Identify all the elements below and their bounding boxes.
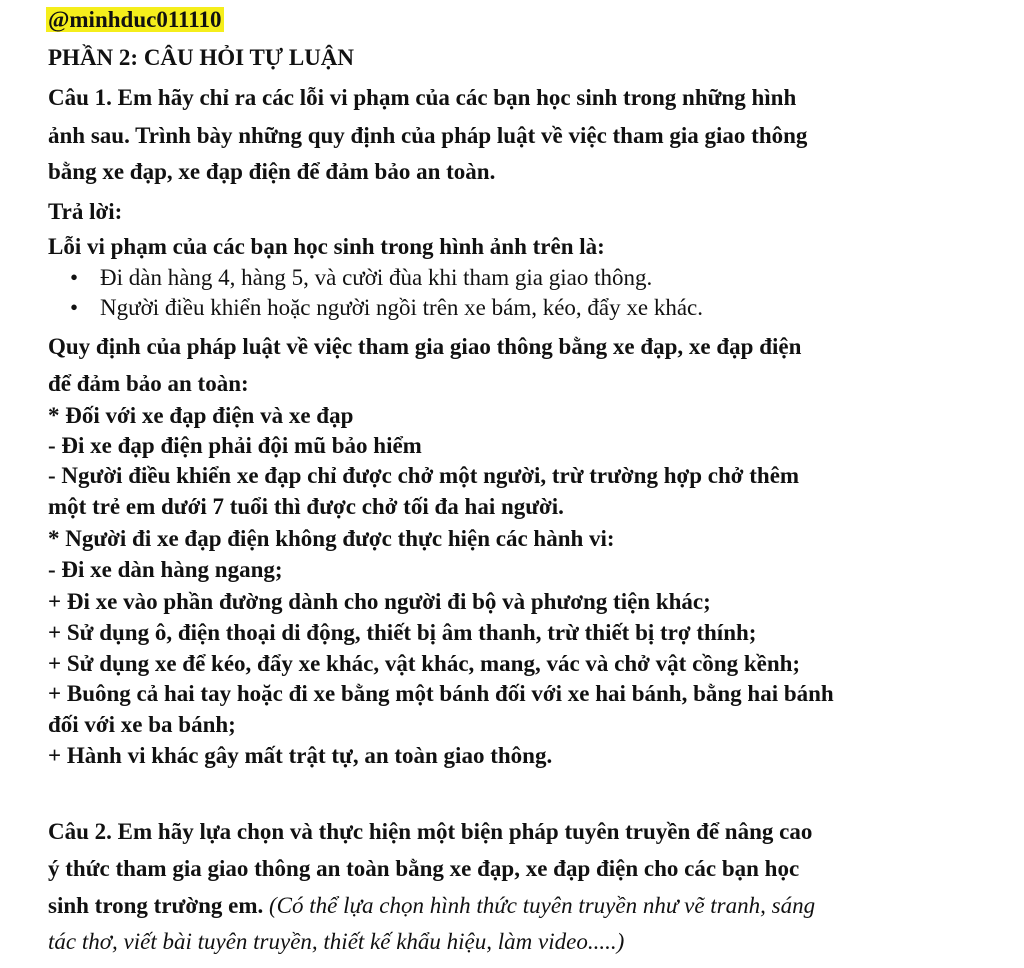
violations-heading: Lỗi vi phạm của các bạn học sinh trong hình ảnh trên là: [48,234,605,259]
list-item [70,264,652,292]
violation-text: Đi dàn hàng 4, hàng 5, và cười đùa khi tham gia giao thông. [100,265,653,290]
section-title: PHẦN 2: CÂU HỎI TỰ LUẬN [48,45,355,70]
rule-line: + Buông cả hai tay hoặc đi xe bằng một bánh đối với xe hai bánh, bằng hai bánh [48,681,834,706]
author-handle [48,6,224,34]
rule-line: - Người điều khiển xe đạp chỉ được chở một người, trừ trường hợp chở thêm [48,463,800,488]
rule-line: + Đi xe vào phần đường dành cho người đi bộ và phương tiện khác; [48,589,711,614]
rule-line: một trẻ em dưới 7 tuổi thì được chở tối đa hai người. [48,494,564,519]
rule-line: * Người đi xe đạp điện không được thực hiện các hành vi: [48,526,615,551]
rule-line: * Đối với xe đạp điện và xe đạp [48,403,354,428]
violation-text: Người điều khiển hoặc người ngồi trên xe bám, kéo, đẩy xe khác. [100,295,704,320]
rule-line: + Hành vi khác gây mất trật tự, an toàn giao thông. [48,743,553,768]
answer-label: Trả lời: [48,199,123,224]
rule-line: - Đi xe đạp điện phải đội mũ bảo hiểm [48,433,422,458]
question-1-line-2: ảnh sau. Trình bày những quy định của pháp luật về việc tham gia giao thông [48,123,808,148]
rule-line: - Đi xe dàn hàng ngang; [48,557,283,582]
list-item [70,294,703,322]
question-2-text: sinh trong trường em. [48,893,264,918]
rules-heading-line-2: để đảm bảo an toàn: [48,371,249,396]
rules-heading-line-1: Quy định của pháp luật về việc tham gia giao thông bằng xe đạp, xe đạp điện [48,334,802,359]
question-2-line-2: ý thức tham gia giao thông an toàn bằng xe đạp, xe đạp điện cho các bạn học [48,856,800,881]
rule-line: + Sử dụng xe để kéo, đẩy xe khác, vật khác, mang, vác và chở vật cồng kềnh; [48,651,801,676]
handle-highlight: @minhduc011110 [48,7,222,32]
question-2-line-3 [48,892,815,920]
bullet-icon: • [70,265,79,290]
question-2-hint-line-2: tác thơ, viết bài tuyên truyền, thiết kế khẩu hiệu, làm video.....) [48,929,625,954]
question-2-hint: (Có thể lựa chọn hình thức tuyên truyền như vẽ tranh, sáng [268,893,816,918]
question-2-line-1: Câu 2. Em hãy lựa chọn và thực hiện một biện pháp tuyên truyền để nâng cao [48,819,813,844]
rule-line: + Sử dụng ô, điện thoại di động, thiết bị âm thanh, trừ thiết bị trợ thính; [48,620,757,645]
rule-line: đối với xe ba bánh; [48,712,236,737]
question-1-line-3: bằng xe đạp, xe đạp điện để đảm bảo an toàn. [48,159,496,184]
bullet-icon: • [70,295,79,320]
question-1-line-1: Câu 1. Em hãy chỉ ra các lỗi vi phạm của các bạn học sinh trong những hình [48,85,797,110]
